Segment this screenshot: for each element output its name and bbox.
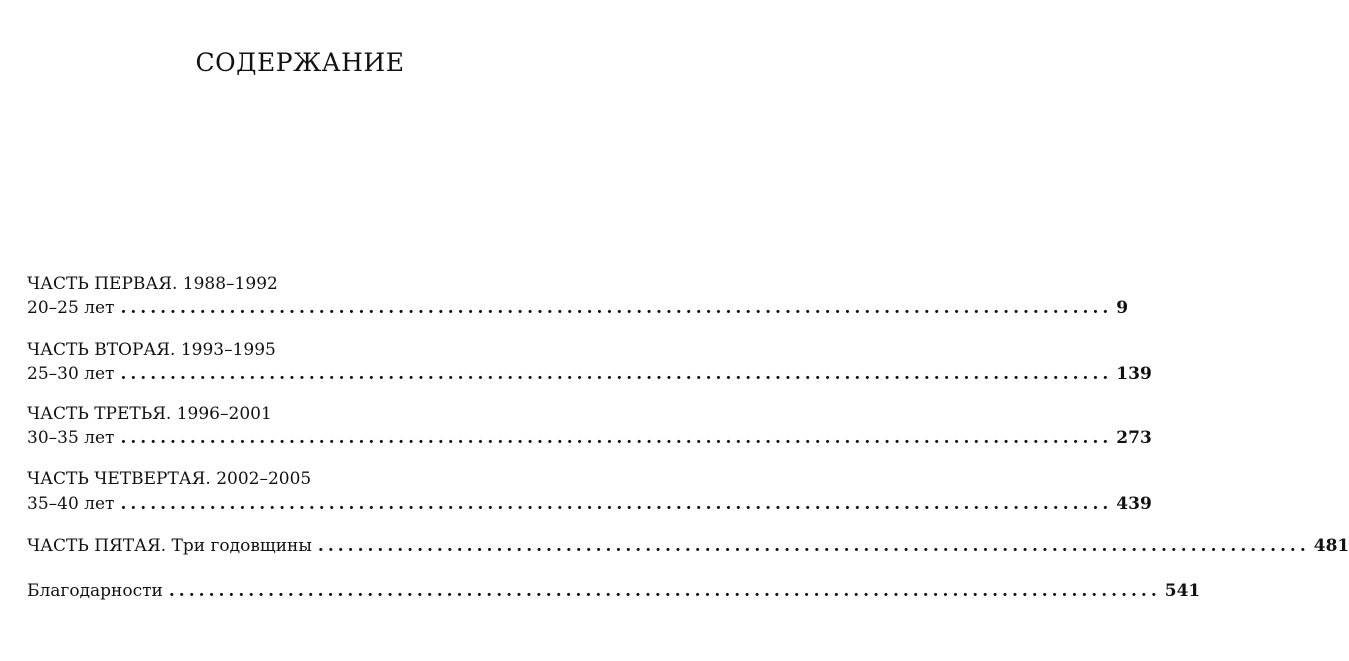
toc-entry-part-5[interactable]	[27, 536, 1349, 556]
dot-leader: ....................................................................................................	[168, 581, 1161, 601]
dot-leader: ....................................................................................................	[120, 298, 1113, 318]
part-3-heading: ЧАСТЬ ТРЕТЬЯ. 1996–2001	[27, 404, 272, 424]
toc-entry-part-1[interactable]	[27, 298, 1129, 318]
dot-leader: ....................................................................................................	[120, 364, 1113, 384]
toc-entry-part-3[interactable]	[27, 428, 1152, 448]
toc-page-number: 273	[1116, 428, 1152, 448]
toc-entry-label: 35–40 лет	[27, 494, 115, 514]
part-4-heading: ЧАСТЬ ЧЕТВЕРТАЯ. 2002–2005	[27, 469, 312, 489]
part-2-heading: ЧАСТЬ ВТОРАЯ. 1993–1995	[27, 340, 276, 360]
dot-leader: ....................................................................................................	[120, 494, 1113, 514]
dot-leader: ....................................................................................................	[120, 428, 1113, 448]
toc-entry-label: 20–25 лет	[27, 298, 115, 318]
toc-entry-part-4[interactable]	[27, 494, 1152, 514]
toc-entry-label: Благодарности	[27, 581, 163, 601]
part-1-heading: ЧАСТЬ ПЕРВАЯ. 1988–1992	[27, 274, 278, 294]
toc-page-number: 541	[1164, 581, 1201, 601]
dot-leader: ....................................................................................................	[317, 536, 1310, 556]
toc-page-number: 439	[1116, 494, 1152, 514]
page-title: СОДЕРЖАНИЕ	[195, 48, 405, 77]
toc-entry-label: 30–35 лет	[27, 428, 115, 448]
toc-page-number: 481	[1313, 536, 1349, 556]
toc-entry-part-2[interactable]	[27, 364, 1152, 384]
toc-entry-label: ЧАСТЬ ПЯТАЯ. Три годовщины	[27, 536, 312, 556]
toc-page-number: 9	[1116, 298, 1129, 318]
toc-entry-acknowledgements[interactable]	[27, 581, 1201, 601]
toc-page-number: 139	[1116, 364, 1152, 384]
toc-entry-label: 25–30 лет	[27, 364, 115, 384]
